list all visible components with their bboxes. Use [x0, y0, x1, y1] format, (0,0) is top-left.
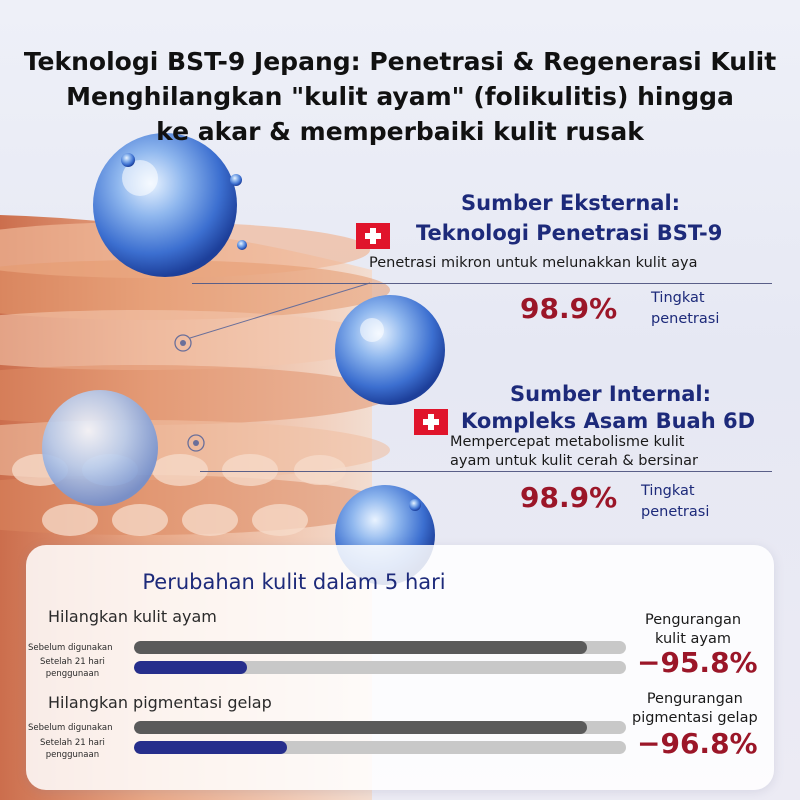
water-droplet	[42, 390, 158, 506]
section-label: Hilangkan kulit ayam	[48, 607, 217, 626]
after-progress-fill	[134, 741, 287, 754]
after-row-label: Setelah 21 hari penggunaan	[40, 657, 105, 679]
divider	[192, 283, 772, 284]
section-label: Hilangkan pigmentasi gelap	[48, 693, 272, 712]
after-progress-bar	[134, 661, 626, 674]
title-line: ke akar & memperbaiki kulit rusak	[156, 117, 644, 146]
before-progress-fill	[134, 721, 587, 734]
external-technology-name: Teknologi Penetrasi BST-9	[416, 221, 723, 245]
swiss-flag-icon	[356, 223, 390, 249]
reduction-label: Pengurangan kulit ayam	[645, 612, 742, 647]
divider	[200, 471, 772, 472]
before-progress-fill	[134, 641, 587, 654]
before-row-label: Sebelum digunakan	[28, 723, 113, 733]
reduction-label: Pengurangan pigmentasi gelap	[632, 691, 758, 726]
internal-percent-value: 98.9%	[520, 481, 618, 514]
internal-technology-name: Kompleks Asam Buah 6D	[461, 409, 756, 433]
swiss-flag-icon	[414, 409, 448, 435]
after-row-label: Setelah 21 hari penggunaan	[40, 738, 105, 760]
before-progress-bar	[134, 641, 626, 654]
page-title	[0, 44, 800, 149]
reduction-value: −95.8%	[637, 646, 758, 679]
internal-description: Mempercepat metabolisme kulit ayam untuk kulit cerah & bersinar	[450, 434, 699, 469]
external-percent-label: Tingkat penetrasi	[651, 290, 720, 327]
title-line: Teknologi BST-9 Jepang: Penetrasi & Regenerasi Kulit	[23, 47, 777, 76]
internal-source-heading: Sumber Internal:	[510, 382, 712, 406]
external-percent-value: 98.9%	[520, 292, 618, 325]
title-line: Menghilangkan "kulit ayam" (folikulitis) hingga	[66, 82, 734, 111]
water-droplet	[230, 174, 242, 186]
water-droplet	[121, 153, 135, 167]
water-droplet	[335, 295, 445, 405]
water-droplet	[409, 499, 421, 511]
after-progress-bar	[134, 741, 626, 754]
internal-percent-label: Tingkat penetrasi	[641, 483, 710, 520]
before-row-label: Sebelum digunakan	[28, 643, 113, 653]
reduction-value: −96.8%	[637, 727, 758, 760]
after-progress-fill	[134, 661, 247, 674]
external-description: Penetrasi mikron untuk melunakkan kulit aya	[369, 255, 698, 271]
water-droplet	[237, 240, 247, 250]
results-panel-title: Perubahan kulit dalam 5 hari	[142, 570, 446, 594]
external-source-heading: Sumber Eksternal:	[461, 191, 681, 215]
water-droplet	[93, 133, 237, 277]
before-progress-bar	[134, 721, 626, 734]
